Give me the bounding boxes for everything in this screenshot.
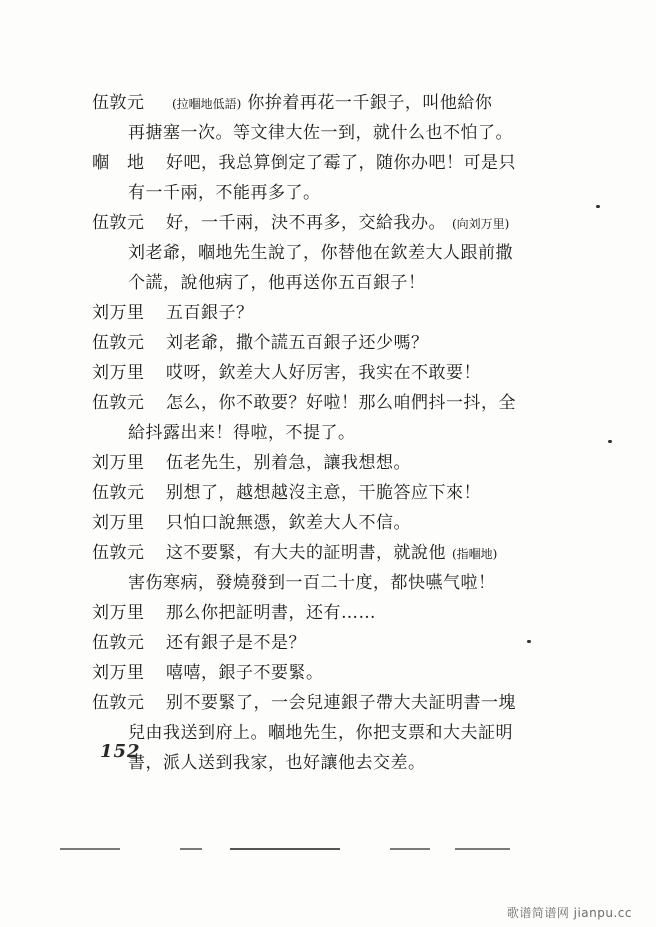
dialogue-text: 还有銀子是不是？ [166, 633, 306, 653]
dialogue-text: 五百銀子？ [166, 303, 254, 323]
dialogue-text [166, 538, 503, 569]
dialogue-text: 哎呀，欽差大人好厉害，我实在不敢要！ [166, 363, 481, 383]
scan-speck [527, 640, 531, 643]
dialogue-text-body: 你拚着再花一千銀子，叫他給你 [247, 93, 493, 113]
site-watermark: 歌谱简谱网 jianpu.cc [506, 906, 632, 920]
dialogue-text: 好吧，我总算倒定了霉了，随你办吧！可是只 [166, 153, 516, 173]
stage-direction: (拉嗰地低語) [172, 97, 242, 111]
scan-speck [608, 440, 612, 443]
speaker-name: 刘万里 [92, 663, 145, 683]
dialogue-continuation: 刘老爺，嗰地先生說了，你替他在欽差大人跟前撒 [128, 243, 513, 263]
speaker-name: 伍敦元 [92, 393, 145, 413]
dialogue-text: 伍老先生，别着急，讓我想想。 [166, 453, 411, 473]
page-number: 152 [100, 741, 141, 762]
scan-speck [596, 205, 600, 208]
stage-direction: (向刘万里) [452, 217, 510, 231]
speaker-name: 刘万里 [92, 453, 145, 473]
dialogue-continuation: 兒由我送到府上。嗰地先生，你把支票和大夫証明 [128, 723, 513, 743]
dialogue-text [166, 208, 515, 239]
speaker-name: 刘万里 [92, 603, 145, 623]
dialogue-continuation: 害伤寒病，發燒發到一百二十度，都快嚥气啦！ [128, 573, 496, 593]
speaker-name: 伍敦元 [92, 693, 145, 713]
speaker-name: 伍敦元 [92, 213, 145, 233]
dialogue-text: 那么你把証明書，还有…… [166, 603, 376, 623]
speaker-name: 刘万里 [92, 513, 145, 533]
dialogue-text: 刘老爺，撒个謊五百銀子还少嗎？ [166, 333, 429, 353]
dialogue-continuation: 有一千兩，不能再多了。 [128, 183, 321, 203]
speaker-name: 伍敦元 [92, 483, 145, 503]
dialogue-text: 别不要緊了，一会兒連銀子帶大夫証明書一塊 [166, 693, 516, 713]
stage-direction: (指嗰地) [452, 547, 498, 561]
dialogue-text: 嘻嘻，銀子不要緊。 [166, 663, 324, 683]
dialogue-text-body: 这不要緊，有大夫的証明書，就說他 [166, 543, 446, 563]
dialogue-continuation: 書，派人送到我家，也好讓他去交差。 [128, 753, 426, 773]
scan-footer-marks [60, 846, 530, 852]
speaker-name: 伍敦元 [92, 633, 145, 653]
speaker-name: 伍敦元 [92, 333, 145, 353]
dialogue-text-body: 好，一千兩，決不再多，交給我办。 [166, 213, 446, 233]
speaker-name: 刘万里 [92, 303, 145, 323]
speaker-name: 伍敦元 [92, 93, 145, 113]
dialogue-text: 怎么，你不敢要？好啦！那么咱們抖一抖，全 [166, 393, 516, 413]
speaker-name: 刘万里 [92, 363, 145, 383]
dialogue-text: 只怕口說無憑，欽差大人不信。 [166, 513, 411, 533]
speaker-name: 嗰 地 [92, 153, 145, 173]
dialogue-continuation: 給抖露出来！得啦，不提了。 [128, 423, 356, 443]
speaker-name: 伍敦元 [92, 543, 145, 563]
dialogue-continuation: 再搪塞一次。等文律大佐一到，就什么也不怕了。 [128, 123, 513, 143]
dialogue-continuation: 个謊，說他病了，他再送你五百銀子！ [128, 273, 426, 293]
dialogue-text [166, 88, 492, 119]
dialogue-text: 别想了，越想越沒主意，干脆答应下來！ [166, 483, 481, 503]
